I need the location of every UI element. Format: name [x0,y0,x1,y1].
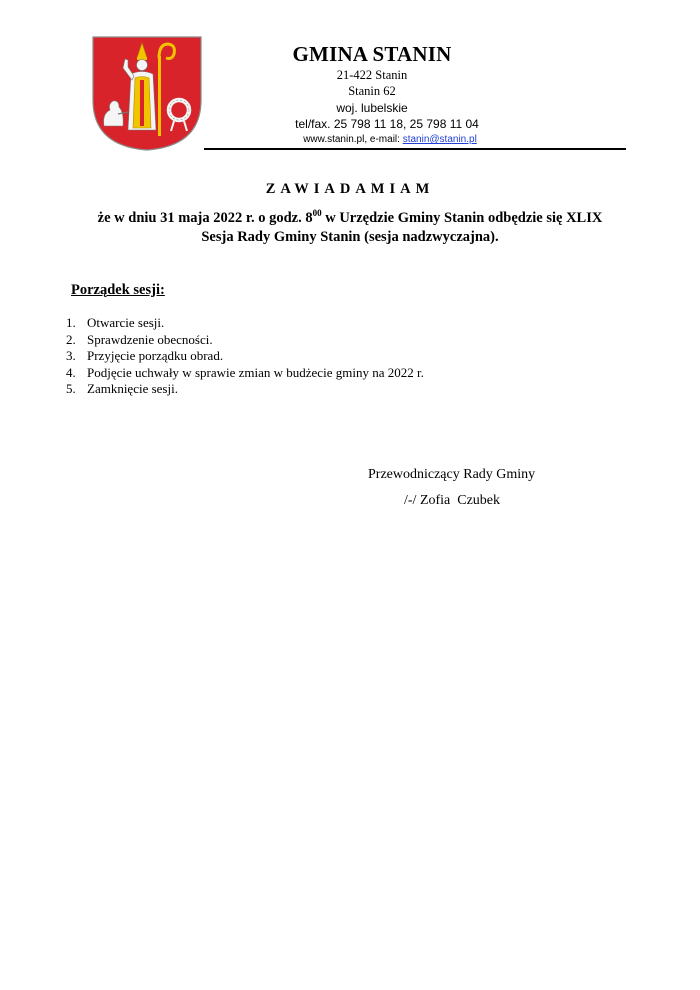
agenda-item-number: 4. [66,364,76,380]
agenda-item-text: Sprawdzenie obecności. [87,331,213,347]
agenda-item [66,315,586,332]
email-link[interactable]: stanin@stanin.pl [402,134,477,145]
signature-role: Przewodniczący Rady Gminy [368,467,536,482]
agenda-list [66,315,586,398]
agenda-heading: Porządek sesji: [71,282,165,298]
agenda-item-text: Zamknięcie sesji. [87,381,178,396]
agenda-item-number: 2. [66,331,76,347]
agenda-item-number: 3. [66,348,76,363]
announcement-time-minutes: 00 [312,208,322,219]
announcement-line2: Sesja Rady Gminy Stanin (sesja nadzwyczajna). [201,229,499,245]
agenda-item [66,332,586,349]
notice-heading: ZAWIADAMIAM [265,181,435,197]
announcement-line1-start: że w dniu 31 maja 2022 r. o godz. 8 [97,210,313,226]
announcement-line1-end: w Urzędzie Gminy Stanin odbędzie się XLIX [321,210,603,226]
postal-address-line: 21-422 Stanin [336,68,408,82]
agenda-item-number: 1. [66,315,76,330]
signature-name: /-/ Zofia Czubek [404,493,501,508]
agenda-item-text: Przyjęcie porządku obrad. [87,348,224,363]
email-label: e-mail: [369,134,400,145]
coat-of-arms-icon [90,34,204,152]
contact-line [240,134,540,145]
street-address-line: Stanin 62 [348,84,396,98]
agenda-item-number: 5. [66,381,76,396]
announcement-text [60,209,640,247]
agenda-item-text: Podjęcie uchwały w sprawie zmian w budżecie gminy na 2022 r. [87,364,424,380]
phone-fax-line: tel/fax. 25 798 11 18, 25 798 11 04 [295,117,479,131]
agenda-item [66,381,586,398]
agenda-item [66,348,586,365]
province-line: woj. lubelskie [336,101,408,115]
agenda-item [66,365,586,382]
municipality-title: GMINA STANIN [292,42,452,66]
website-text: www.stanin.pl, [303,134,368,145]
header-divider [204,148,626,150]
agenda-item-text: Otwarcie sesji. [87,315,165,330]
